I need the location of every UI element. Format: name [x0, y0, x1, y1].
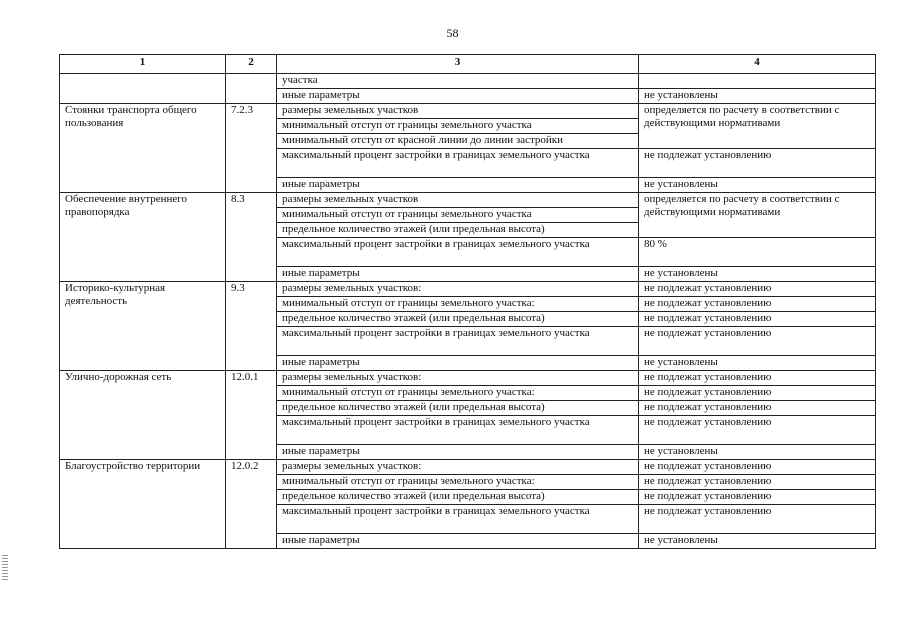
parameter-cell: предельное количество этажей (или предельная высота) — [277, 223, 639, 238]
value-cell: не установлены — [639, 178, 876, 193]
value-cell: не подлежат установлению — [639, 312, 876, 327]
value-cell: не подлежат установлению — [639, 460, 876, 475]
parameter-cell: предельное количество этажей (или предельная высота) — [277, 312, 639, 327]
table-row — [60, 74, 876, 89]
table-row — [60, 460, 876, 475]
value-cell: не установлены — [639, 445, 876, 460]
parameter-cell: размеры земельных участков — [277, 193, 639, 208]
parameter-cell: иные параметры — [277, 356, 639, 371]
parameter-cell: минимальный отступ от границы земельного участка — [277, 208, 639, 223]
value-cell — [639, 74, 876, 89]
parameter-cell: максимальный процент застройки в границах земельного участка — [277, 416, 639, 445]
value-cell: не подлежат установлению — [639, 416, 876, 445]
value-cell: не подлежат установлению — [639, 297, 876, 312]
land-use-name: Обеспечение внутреннего правопорядка — [60, 193, 226, 282]
parameter-cell: минимальный отступ от границы земельного участка: — [277, 386, 639, 401]
land-use-code: 7.2.3 — [226, 104, 277, 193]
parameter-cell: иные параметры — [277, 534, 639, 549]
land-use-code: 12.0.2 — [226, 460, 277, 549]
value-cell: определяется по расчету в соответствии с действующими нормативами — [639, 104, 876, 149]
header-col-4: 4 — [639, 55, 876, 74]
land-use-code: 9.3 — [226, 282, 277, 371]
header-col-3: 3 — [277, 55, 639, 74]
parameter-cell: иные параметры — [277, 89, 639, 104]
land-use-name: Благоустройство территории — [60, 460, 226, 549]
value-cell: не подлежат установлению — [639, 401, 876, 416]
parameter-cell: максимальный процент застройки в границах земельного участка — [277, 327, 639, 356]
land-use-code — [226, 74, 277, 104]
scan-margin-mark — [2, 555, 8, 581]
table-row — [60, 193, 876, 208]
page-number: 58 — [446, 26, 459, 40]
value-cell: не установлены — [639, 267, 876, 282]
parameter-cell: минимальный отступ от границы земельного участка — [277, 119, 639, 134]
value-cell: не установлены — [639, 356, 876, 371]
zoning-parameters-table — [59, 54, 876, 549]
value-cell: не подлежат установлению — [639, 149, 876, 178]
parameter-cell: максимальный процент застройки в границах земельного участка — [277, 505, 639, 534]
land-use-code: 12.0.1 — [226, 371, 277, 460]
parameter-cell: предельное количество этажей (или предельная высота) — [277, 401, 639, 416]
table-row — [60, 282, 876, 297]
value-cell: не установлены — [639, 89, 876, 104]
parameter-cell: участка — [277, 74, 639, 89]
parameter-cell: размеры земельных участков: — [277, 371, 639, 386]
parameter-cell: иные параметры — [277, 445, 639, 460]
parameter-cell: иные параметры — [277, 267, 639, 282]
parameter-cell: предельное количество этажей (или предельная высота) — [277, 490, 639, 505]
parameter-cell: минимальный отступ от красной линии до линии застройки — [277, 134, 639, 149]
land-use-name: Стоянки транспорта общего пользования — [60, 104, 226, 193]
value-cell: не подлежат установлению — [639, 475, 876, 490]
table-row — [60, 371, 876, 386]
table-row — [60, 104, 876, 119]
parameter-cell: минимальный отступ от границы земельного участка: — [277, 297, 639, 312]
parameter-cell: размеры земельных участков — [277, 104, 639, 119]
value-cell: не подлежат установлению — [639, 505, 876, 534]
value-cell: определяется по расчету в соответствии с действующими нормативами — [639, 193, 876, 238]
value-cell: не установлены — [639, 534, 876, 549]
value-cell: не подлежат установлению — [639, 490, 876, 505]
value-cell: не подлежат установлению — [639, 327, 876, 356]
value-cell: не подлежат установлению — [639, 386, 876, 401]
header-col-2: 2 — [226, 55, 277, 74]
land-use-name: Историко-культурная деятельность — [60, 282, 226, 371]
land-use-name: Улично-дорожная сеть — [60, 371, 226, 460]
land-use-code: 8.3 — [226, 193, 277, 282]
parameter-cell: минимальный отступ от границы земельного участка: — [277, 475, 639, 490]
value-cell: не подлежат установлению — [639, 371, 876, 386]
parameter-cell: иные параметры — [277, 178, 639, 193]
header-row — [60, 55, 876, 74]
parameter-cell: размеры земельных участков: — [277, 460, 639, 475]
header-col-1: 1 — [60, 55, 226, 74]
value-cell: 80 % — [639, 238, 876, 267]
parameter-cell: максимальный процент застройки в границах земельного участка — [277, 149, 639, 178]
land-use-name — [60, 74, 226, 104]
value-cell: не подлежат установлению — [639, 282, 876, 297]
parameter-cell: максимальный процент застройки в границах земельного участка — [277, 238, 639, 267]
parameter-cell: размеры земельных участков: — [277, 282, 639, 297]
